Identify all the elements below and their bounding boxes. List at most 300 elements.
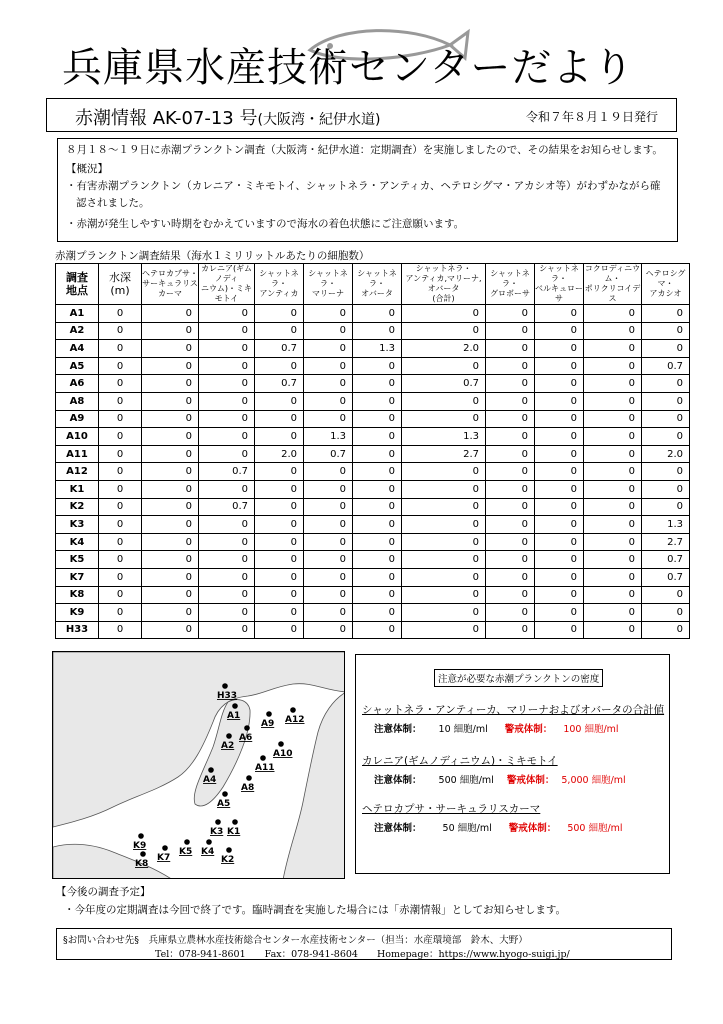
station-label: A2: [221, 741, 235, 751]
density-section-2: [362, 753, 626, 786]
value-cell: 0: [584, 621, 642, 639]
value-cell: 0: [402, 463, 486, 481]
value-cell: 0: [486, 480, 535, 498]
value-cell: 0: [535, 428, 584, 446]
issue-date: 令和７年８月１９日発行: [525, 110, 658, 124]
value-cell: 0: [584, 516, 642, 534]
value-cell: 0: [486, 498, 535, 516]
value-cell: 0: [642, 621, 690, 639]
value-cell: 2.0: [642, 445, 690, 463]
value-cell: 1.3: [402, 428, 486, 446]
value-cell: 0: [353, 604, 402, 622]
value-cell: 0: [99, 516, 142, 534]
value-cell: 0: [402, 604, 486, 622]
value-cell: 0: [642, 375, 690, 393]
column-header: カレニア(ギムノディ ニウム)・ミキモトイ: [199, 264, 255, 305]
table-row: [56, 621, 690, 639]
value-cell: 0: [255, 551, 304, 569]
value-cell: 0: [304, 305, 353, 323]
value-cell: 2.0: [255, 445, 304, 463]
value-cell: 0: [142, 340, 199, 358]
value-cell: 0: [199, 428, 255, 446]
value-cell: 0: [486, 410, 535, 428]
value-cell: 0: [99, 445, 142, 463]
value-cell: 0: [584, 480, 642, 498]
value-cell: 0: [584, 357, 642, 375]
issue-title: [75, 104, 380, 130]
value-cell: 0: [535, 322, 584, 340]
value-cell: 0: [255, 533, 304, 551]
value-cell: 0: [255, 480, 304, 498]
value-cell: 0: [142, 516, 199, 534]
contact-info: §お問い合わせ先§ 兵庫県立農林水産技術総合センター水産技術センター（担当：水産環境部 鈴木、大野）: [63, 935, 528, 946]
value-cell: 0: [353, 445, 402, 463]
density-line: [374, 772, 626, 786]
value-cell: 0.7: [642, 551, 690, 569]
value-cell: 0: [535, 357, 584, 375]
station-marker: [140, 851, 146, 857]
station-label: K1: [227, 827, 241, 837]
value-cell: 0: [142, 480, 199, 498]
station-cell: A10: [56, 428, 99, 446]
station-label: A4: [203, 775, 217, 785]
value-cell: 0: [486, 392, 535, 410]
value-cell: 0: [584, 322, 642, 340]
summary-bullet-1: ・有害赤潮プランクトン（カレニア・ミキモトイ、シャットネラ・アンティカ、ヘテロシグマ・アカシオ等）がわずかながら確認されました。: [66, 180, 661, 209]
value-cell: 0: [535, 463, 584, 481]
value-cell: 0: [584, 445, 642, 463]
station-marker: [222, 791, 228, 797]
value-cell: 0: [353, 621, 402, 639]
station-marker: [138, 833, 144, 839]
station-marker: [184, 839, 190, 845]
value-cell: 0: [255, 410, 304, 428]
value-cell: 0: [584, 463, 642, 481]
density-line: [374, 721, 664, 735]
value-cell: 0: [535, 340, 584, 358]
newsletter-title: 兵庫県水産技術センターだより: [62, 45, 635, 91]
issue-number: 赤潮情報 AK-07-13 号: [75, 108, 258, 129]
value-cell: 0: [99, 410, 142, 428]
station-cell: A6: [56, 375, 99, 393]
table-row: [56, 392, 690, 410]
value-cell: 0: [353, 463, 402, 481]
alert-value: 100 細胞/ml: [563, 724, 619, 735]
value-cell: 0: [304, 392, 353, 410]
station-marker: [162, 845, 168, 851]
density-section-3: [362, 801, 623, 834]
value-cell: 0: [304, 340, 353, 358]
value-cell: 0: [353, 516, 402, 534]
caution-value: 10 細胞/ml: [438, 724, 488, 735]
station-label: K4: [201, 847, 215, 857]
value-cell: 0: [584, 392, 642, 410]
summary-bullet-2: ・赤潮が発生しやすい時期をむかえていますので海水の着色状態にご注意願います。: [66, 218, 465, 230]
density-heading: 注意が必要な赤潮プランクトンの密度: [434, 669, 603, 687]
table-row: [56, 568, 690, 586]
station-label: K2: [221, 855, 235, 865]
value-cell: 0: [255, 392, 304, 410]
value-cell: 1.3: [353, 340, 402, 358]
value-cell: 0: [535, 392, 584, 410]
value-cell: 0: [402, 498, 486, 516]
column-header: シャットネラ・ アンティカ: [255, 264, 304, 305]
value-cell: 0: [255, 604, 304, 622]
value-cell: 0: [142, 322, 199, 340]
station-label: H33: [217, 691, 238, 701]
value-cell: 0.7: [255, 340, 304, 358]
station-cell: K2: [56, 498, 99, 516]
value-cell: 0: [304, 551, 353, 569]
value-cell: 0: [642, 480, 690, 498]
value-cell: 0: [199, 621, 255, 639]
value-cell: 0: [402, 533, 486, 551]
table-row: [56, 357, 690, 375]
value-cell: 0: [142, 445, 199, 463]
value-cell: 0: [584, 410, 642, 428]
value-cell: 0: [584, 533, 642, 551]
value-cell: 0: [584, 551, 642, 569]
value-cell: 0: [486, 621, 535, 639]
station-cell: A5: [56, 357, 99, 375]
column-header: シャットネラ・ グロボーサ: [486, 264, 535, 305]
value-cell: 0: [99, 604, 142, 622]
value-cell: 0: [486, 586, 535, 604]
value-cell: 0: [99, 463, 142, 481]
station-label: K5: [179, 847, 193, 857]
value-cell: 0: [642, 410, 690, 428]
value-cell: 0: [486, 305, 535, 323]
value-cell: 0: [304, 621, 353, 639]
value-cell: 0: [353, 428, 402, 446]
value-cell: 0: [642, 322, 690, 340]
station-label: A9: [261, 719, 275, 729]
value-cell: 0: [353, 322, 402, 340]
value-cell: 2.7: [402, 445, 486, 463]
value-cell: 0: [99, 621, 142, 639]
value-cell: 0: [353, 551, 402, 569]
column-header: シャットネラ・ アンティカ,マリーナ,オバータ (合計): [402, 264, 486, 305]
value-cell: 0: [304, 604, 353, 622]
value-cell: 0: [584, 305, 642, 323]
station-label: K8: [135, 859, 149, 869]
value-cell: 1.3: [642, 516, 690, 534]
caution-value: 500 細胞/ml: [438, 775, 494, 786]
station-marker: [232, 819, 238, 825]
table-row: [56, 586, 690, 604]
value-cell: 0: [199, 410, 255, 428]
value-cell: 0: [142, 410, 199, 428]
station-cell: A12: [56, 463, 99, 481]
value-cell: 0: [99, 392, 142, 410]
value-cell: 0: [142, 375, 199, 393]
value-cell: 0: [99, 568, 142, 586]
value-cell: 0: [255, 428, 304, 446]
value-cell: 0: [353, 586, 402, 604]
table-row: [56, 375, 690, 393]
value-cell: 0: [304, 375, 353, 393]
alert-label: 警戒体制：: [504, 724, 553, 735]
value-cell: 0: [142, 463, 199, 481]
value-cell: 0: [535, 533, 584, 551]
station-marker: [206, 839, 212, 845]
value-cell: 0: [255, 621, 304, 639]
value-cell: 0: [402, 516, 486, 534]
value-cell: 2.7: [642, 533, 690, 551]
value-cell: 0: [486, 604, 535, 622]
value-cell: 0: [584, 498, 642, 516]
value-cell: 0: [353, 375, 402, 393]
caution-label: 注意体制：: [374, 775, 422, 786]
table-row: [56, 305, 690, 323]
value-cell: 0: [199, 533, 255, 551]
density-section-title: シャットネラ・アンティーカ、マリーナおよびオバータの合計値: [362, 704, 665, 716]
value-cell: 0: [99, 357, 142, 375]
station-marker: [208, 767, 214, 773]
value-cell: 0: [642, 604, 690, 622]
value-cell: 0: [99, 340, 142, 358]
value-cell: 0: [486, 340, 535, 358]
value-cell: 0: [304, 516, 353, 534]
map-graphic: [53, 652, 345, 879]
value-cell: 0: [402, 480, 486, 498]
density-section-title: ヘテロカプサ・サーキュラリスカーマ: [362, 803, 541, 815]
value-cell: 0: [353, 410, 402, 428]
table-row: [56, 533, 690, 551]
value-cell: 0: [142, 568, 199, 586]
value-cell: 0: [486, 428, 535, 446]
value-cell: 0: [486, 375, 535, 393]
value-cell: 0: [304, 357, 353, 375]
value-cell: 0: [402, 305, 486, 323]
value-cell: 0: [486, 568, 535, 586]
value-cell: 0: [353, 568, 402, 586]
value-cell: 0: [142, 533, 199, 551]
station-label: A11: [255, 763, 275, 773]
value-cell: 0: [642, 428, 690, 446]
station-marker: [226, 847, 232, 853]
station-marker: [278, 741, 284, 747]
station-marker: [215, 819, 221, 825]
station-marker: [290, 707, 296, 713]
table-row: [56, 498, 690, 516]
density-line: [374, 820, 623, 834]
alert-value: 500 細胞/ml: [567, 823, 623, 834]
value-cell: 0: [304, 410, 353, 428]
value-cell: 0: [142, 604, 199, 622]
column-header: 水深 (m): [99, 264, 142, 305]
value-cell: 0: [99, 498, 142, 516]
value-cell: 0: [99, 480, 142, 498]
density-section-title: カレニア(ギムノディニウム)・ミキモトイ: [362, 755, 558, 767]
station-marker: [260, 755, 266, 761]
future-plan-text: ・今年度の定期調査は今回で終了です。臨時調査を実施した場合には「赤潮情報」としてお知らせします。: [64, 904, 567, 916]
alert-value: 5,000 細胞/ml: [561, 775, 626, 786]
value-cell: 0.7: [642, 568, 690, 586]
table-row: [56, 463, 690, 481]
value-cell: 0: [255, 357, 304, 375]
station-label: A10: [273, 749, 293, 759]
table-row: [56, 340, 690, 358]
value-cell: 0: [535, 480, 584, 498]
value-cell: 0: [255, 463, 304, 481]
value-cell: 0: [304, 498, 353, 516]
station-cell: A11: [56, 445, 99, 463]
station-marker: [226, 733, 232, 739]
value-cell: 0.7: [642, 357, 690, 375]
value-cell: 0: [402, 568, 486, 586]
station-cell: A4: [56, 340, 99, 358]
value-cell: 0: [535, 498, 584, 516]
table-row: [56, 480, 690, 498]
value-cell: 0: [642, 340, 690, 358]
station-cell: K5: [56, 551, 99, 569]
value-cell: 0: [199, 480, 255, 498]
station-label: A8: [241, 783, 255, 793]
value-cell: 0: [255, 586, 304, 604]
value-cell: 0: [642, 392, 690, 410]
table-row: [56, 428, 690, 446]
value-cell: 0: [535, 410, 584, 428]
table-row: [56, 604, 690, 622]
value-cell: 0: [142, 621, 199, 639]
value-cell: 0: [642, 305, 690, 323]
value-cell: 0: [142, 586, 199, 604]
value-cell: 0: [199, 305, 255, 323]
table-header-row: [56, 264, 690, 305]
caution-label: 注意体制：: [374, 823, 422, 834]
table-row: [56, 322, 690, 340]
summary-heading: 【概況】: [66, 163, 108, 175]
column-header: シャットネラ・ マリーナ: [304, 264, 353, 305]
table-row: [56, 410, 690, 428]
value-cell: 0: [584, 604, 642, 622]
value-cell: 0: [402, 357, 486, 375]
value-cell: 0: [99, 375, 142, 393]
value-cell: 0: [486, 516, 535, 534]
station-cell: K3: [56, 516, 99, 534]
value-cell: 0: [142, 392, 199, 410]
value-cell: 0: [584, 375, 642, 393]
value-cell: 0.7: [402, 375, 486, 393]
value-cell: 0: [255, 305, 304, 323]
station-marker: [244, 725, 250, 731]
column-header: 調査 地点: [56, 264, 99, 305]
station-label: A5: [217, 799, 231, 809]
value-cell: 0: [535, 568, 584, 586]
station-cell: A8: [56, 392, 99, 410]
value-cell: 0: [486, 533, 535, 551]
value-cell: 0: [142, 357, 199, 375]
value-cell: 0: [535, 621, 584, 639]
value-cell: 0: [535, 305, 584, 323]
value-cell: 0: [535, 516, 584, 534]
station-cell: K7: [56, 568, 99, 586]
station-label: A12: [285, 715, 305, 725]
value-cell: 0: [199, 516, 255, 534]
value-cell: 0: [535, 604, 584, 622]
alert-label: 警戒体制：: [506, 775, 555, 786]
issue-header: [46, 98, 677, 132]
contact-phone-web: Tel：078-941-8601 Fax：078-941-8604 Homepage：https://www.hyogo-suigi.jp/: [155, 949, 570, 960]
value-cell: 0: [486, 322, 535, 340]
caution-value: 50 細胞/ml: [442, 823, 492, 834]
value-cell: 0: [199, 375, 255, 393]
issue-area: (大阪湾・紀伊水道): [257, 112, 381, 128]
density-thresholds-box: [355, 654, 670, 874]
value-cell: 0: [199, 357, 255, 375]
value-cell: 0: [402, 621, 486, 639]
value-cell: 0: [304, 568, 353, 586]
value-cell: 0: [199, 551, 255, 569]
value-cell: 0.7: [304, 445, 353, 463]
value-cell: 0: [535, 551, 584, 569]
value-cell: 0: [353, 392, 402, 410]
value-cell: 0: [535, 445, 584, 463]
value-cell: 1.3: [304, 428, 353, 446]
future-plan-heading: 【今後の調査予定】: [56, 886, 151, 898]
density-section-1: [362, 702, 664, 735]
value-cell: 0: [304, 322, 353, 340]
value-cell: 0: [199, 568, 255, 586]
station-marker: [232, 703, 238, 709]
value-cell: 0: [486, 357, 535, 375]
station-label: A6: [239, 733, 253, 743]
value-cell: 0: [99, 322, 142, 340]
value-cell: 0: [199, 340, 255, 358]
value-cell: 0: [486, 463, 535, 481]
value-cell: 0: [255, 516, 304, 534]
value-cell: 0: [99, 551, 142, 569]
station-label: K3: [210, 827, 224, 837]
value-cell: 0: [304, 463, 353, 481]
station-marker: [246, 775, 252, 781]
value-cell: 0: [255, 568, 304, 586]
value-cell: 0: [199, 392, 255, 410]
station-cell: A9: [56, 410, 99, 428]
column-header: シャットネラ・ オバータ: [353, 264, 402, 305]
value-cell: 0: [584, 586, 642, 604]
notice-intro: ８月１８～１９日に赤潮プランクトン調査（大阪湾・紀伊水道：定期調査）を実施しましたので、その結果をお知らせします。: [66, 144, 663, 156]
value-cell: 0: [402, 551, 486, 569]
value-cell: 0.7: [199, 498, 255, 516]
value-cell: 0: [353, 305, 402, 323]
value-cell: 0: [642, 498, 690, 516]
value-cell: 0: [304, 533, 353, 551]
value-cell: 0: [486, 551, 535, 569]
value-cell: 0: [353, 498, 402, 516]
value-cell: 0.7: [199, 463, 255, 481]
table-row: [56, 445, 690, 463]
value-cell: 0: [255, 322, 304, 340]
station-cell: K8: [56, 586, 99, 604]
station-label: A1: [227, 711, 241, 721]
value-cell: 0: [535, 375, 584, 393]
column-header: ヘテロシグマ・ アカシオ: [642, 264, 690, 305]
value-cell: 0: [199, 322, 255, 340]
value-cell: 0: [255, 498, 304, 516]
caution-label: 注意体制：: [374, 724, 422, 735]
column-header: コクロディニウム・ ポリクリコイデス: [584, 264, 641, 303]
value-cell: 0: [584, 568, 642, 586]
station-cell: K9: [56, 604, 99, 622]
value-cell: 0: [142, 551, 199, 569]
value-cell: 0: [142, 305, 199, 323]
value-cell: 0: [142, 498, 199, 516]
value-cell: 0: [199, 445, 255, 463]
station-cell: A2: [56, 322, 99, 340]
value-cell: 0: [584, 428, 642, 446]
